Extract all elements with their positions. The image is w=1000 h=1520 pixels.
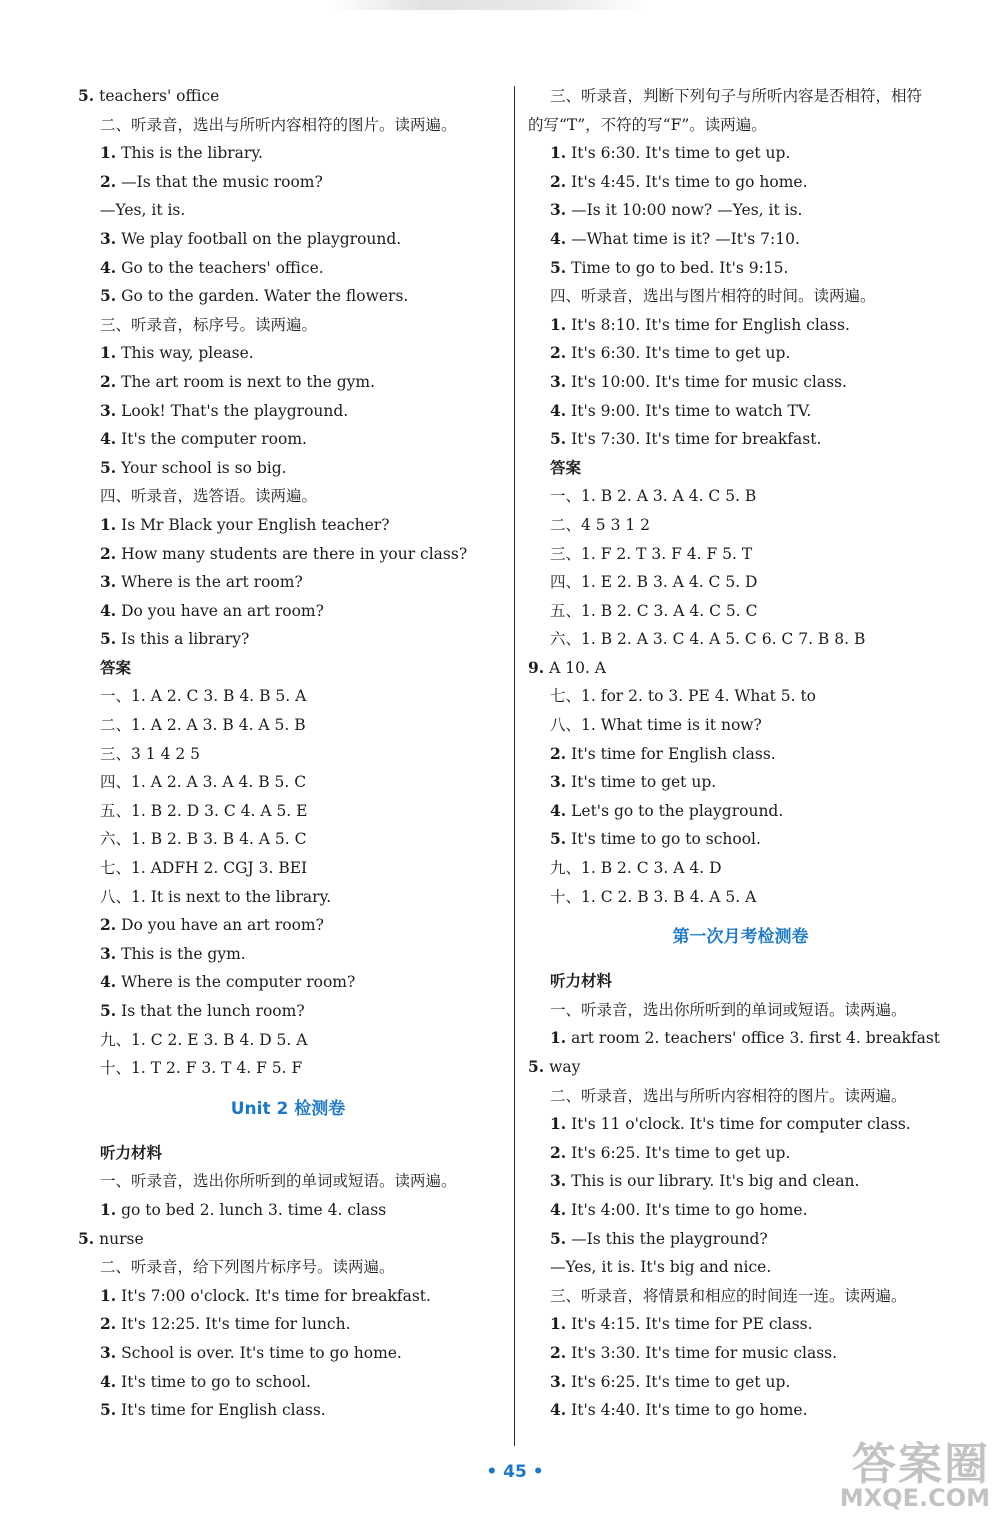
line-text: Go to the teachers' office. bbox=[116, 258, 324, 277]
item-number: 5. bbox=[100, 1001, 117, 1020]
text-line bbox=[528, 597, 953, 626]
item-number: 4. bbox=[100, 257, 117, 277]
line-text: Time to go to bed. It's 9:15. bbox=[566, 258, 789, 277]
item-number: 5. bbox=[550, 257, 567, 277]
item-number: 4. bbox=[100, 429, 117, 449]
text-line bbox=[78, 282, 498, 311]
line-text: Where is the computer room? bbox=[116, 973, 356, 992]
line-text: 七、1. ADFH 2. CGJ 3. BEI bbox=[100, 859, 308, 878]
item-number: 3. bbox=[550, 371, 567, 391]
left-column bbox=[78, 82, 498, 1425]
text-line bbox=[528, 625, 953, 654]
line-text: It's time to go to school. bbox=[116, 1372, 311, 1391]
text-line bbox=[78, 711, 498, 740]
text-line bbox=[528, 254, 953, 283]
item-number: 3. bbox=[550, 1171, 567, 1191]
line-text: 八、1. What time is it now? bbox=[550, 716, 762, 735]
text-line bbox=[528, 883, 953, 912]
line-text: It's 7:00 o'clock. It's time for breakfast. bbox=[116, 1286, 431, 1305]
text-line bbox=[528, 1253, 953, 1282]
line-text: 二、听录音，选出与所听内容相符的图片。读两遍。 bbox=[550, 1086, 907, 1105]
line-text: Is that the lunch room? bbox=[116, 1002, 305, 1020]
line-text: A 10. A bbox=[544, 658, 607, 677]
line-text: 二、4 5 3 1 2 bbox=[550, 515, 651, 534]
line-text: It's 8:10. It's time for English class. bbox=[566, 315, 850, 334]
item-number: 1. bbox=[550, 1028, 567, 1048]
text-line bbox=[528, 111, 953, 140]
line-text: It's 4:15. It's time for PE class. bbox=[566, 1315, 813, 1334]
line-text: 五、1. B 2. C 3. A 4. C 5. C bbox=[550, 601, 758, 620]
line-text: Do you have an art room? bbox=[116, 916, 324, 935]
line-text: nurse bbox=[94, 1229, 144, 1248]
item-number: 2. bbox=[100, 915, 117, 935]
item-number: 1. bbox=[550, 1314, 567, 1334]
line-text: 四、1. E 2. B 3. A 4. C 5. D bbox=[550, 573, 758, 592]
right-text-block bbox=[528, 82, 953, 911]
item-number: 4. bbox=[550, 400, 567, 420]
text-line bbox=[78, 740, 498, 769]
item-number: 2. bbox=[100, 171, 117, 191]
line-text: It's 3:30. It's time for music class. bbox=[566, 1343, 838, 1362]
text-line bbox=[78, 883, 498, 912]
item-number: 4. bbox=[100, 600, 117, 620]
item-number: 2. bbox=[550, 1142, 567, 1162]
text-line bbox=[78, 625, 498, 654]
line-text: —Yes, it is. bbox=[100, 201, 186, 220]
text-line bbox=[528, 682, 953, 711]
line-text: way bbox=[544, 1058, 581, 1076]
text-line bbox=[528, 339, 953, 368]
text-line bbox=[528, 425, 953, 454]
item-number: 4. bbox=[550, 1199, 567, 1219]
text-line bbox=[528, 168, 953, 197]
item-number: 3. bbox=[100, 943, 117, 963]
text-line bbox=[528, 1225, 953, 1254]
line-text: 三、听录音，将情景和相应的时间连一连。读两遍。 bbox=[550, 1286, 907, 1305]
line-text: —Yes, it is. It's big and nice. bbox=[550, 1258, 772, 1277]
text-line bbox=[528, 511, 953, 540]
text-line bbox=[528, 482, 953, 511]
item-number: 2. bbox=[100, 1314, 117, 1334]
left-text-block bbox=[78, 82, 498, 1083]
text-line bbox=[78, 997, 498, 1026]
line-text: teachers' office bbox=[94, 87, 220, 105]
line-text: 五、1. B 2. D 3. C 4. A 5. E bbox=[100, 801, 308, 820]
item-number: 5. bbox=[550, 429, 567, 449]
item-number: 5. bbox=[78, 1228, 95, 1248]
line-text: 十、1. C 2. B 3. B 4. A 5. A bbox=[550, 887, 757, 906]
text-line bbox=[528, 454, 953, 483]
right-text-block-2 bbox=[528, 967, 953, 1425]
item-number: 1. bbox=[100, 343, 117, 363]
item-number: 4. bbox=[550, 800, 567, 820]
line-text: Your school is so big. bbox=[116, 458, 287, 477]
item-number: 2. bbox=[100, 371, 117, 391]
line-text: 听力材料 bbox=[550, 971, 613, 991]
line-text: It's 11 o'clock. It's time for computer class. bbox=[566, 1115, 911, 1134]
line-text: 九、1. C 2. E 3. B 4. D 5. A bbox=[100, 1030, 308, 1049]
text-line bbox=[78, 1310, 498, 1339]
line-text: It's 4:45. It's time to go home. bbox=[566, 172, 808, 191]
text-line bbox=[528, 797, 953, 826]
line-text: The art room is next to the gym. bbox=[116, 372, 376, 391]
text-line bbox=[78, 1368, 498, 1397]
column-divider bbox=[514, 86, 515, 1446]
text-line bbox=[78, 139, 498, 168]
line-text: 七、1. for 2. to 3. PE 4. What 5. to bbox=[550, 687, 817, 706]
line-text: We play football on the playground. bbox=[116, 229, 402, 248]
page-top-smudge bbox=[330, 0, 650, 10]
line-text: 三、3 1 4 2 5 bbox=[100, 744, 201, 763]
text-line bbox=[78, 540, 498, 569]
section-title-unit2: Unit 2 检测卷 bbox=[230, 1098, 346, 1119]
line-text: 三、1. F 2. T 3. F 4. F 5. T bbox=[550, 544, 753, 563]
text-line bbox=[528, 1339, 953, 1368]
line-text: It's 4:40. It's time to go home. bbox=[566, 1401, 808, 1420]
text-line bbox=[528, 1139, 953, 1168]
text-line bbox=[528, 1024, 953, 1053]
line-text: It's time to get up. bbox=[566, 773, 717, 792]
text-line bbox=[528, 740, 953, 769]
line-text: It's time to go to school. bbox=[566, 830, 761, 849]
line-text: 十、1. T 2. F 3. T 4. F 5. F bbox=[100, 1059, 303, 1078]
line-text: 三、听录音，判断下列句子与所听内容是否相符，相符 bbox=[550, 87, 923, 105]
text-line bbox=[78, 654, 498, 683]
item-number: 5. bbox=[100, 1400, 117, 1420]
watermark-main-text: 答案圈 bbox=[852, 1439, 990, 1490]
line-text: 四、1. A 2. A 3. A 4. B 5. C bbox=[100, 773, 307, 792]
line-text: It's time for English class. bbox=[116, 1401, 326, 1420]
text-line bbox=[78, 1139, 498, 1168]
line-text: 一、1. B 2. A 3. A 4. C 5. B bbox=[550, 487, 757, 506]
text-line bbox=[528, 768, 953, 797]
text-line bbox=[78, 768, 498, 797]
text-line bbox=[78, 940, 498, 969]
text-line bbox=[528, 825, 953, 854]
line-text: 一、听录音，选出你所听到的单词或短语。读两遍。 bbox=[550, 1000, 907, 1019]
item-number: 1. bbox=[550, 314, 567, 334]
left-text-block-2 bbox=[78, 1139, 498, 1425]
line-text: 答案 bbox=[100, 657, 132, 677]
line-text: This way, please. bbox=[116, 344, 254, 363]
section-title-first-monthly-exam: 第一次月考检测卷 bbox=[672, 927, 809, 948]
item-number: 3. bbox=[100, 1342, 117, 1362]
text-line bbox=[528, 1110, 953, 1139]
text-line bbox=[528, 540, 953, 569]
line-text: It's time for English class. bbox=[566, 744, 776, 763]
text-line bbox=[78, 1339, 498, 1368]
text-line bbox=[78, 1282, 498, 1311]
line-text: Do you have an art room? bbox=[116, 601, 324, 620]
line-text: It's 6:30. It's time to get up. bbox=[566, 144, 791, 163]
line-text: 九、1. B 2. C 3. A 4. D bbox=[550, 859, 722, 878]
item-number: 2. bbox=[550, 1342, 567, 1362]
text-line bbox=[78, 254, 498, 283]
item-number: 1. bbox=[100, 143, 117, 163]
item-number: 1. bbox=[100, 1285, 117, 1305]
text-line bbox=[78, 511, 498, 540]
line-text: 的写“T”，不符的写“F”。读两遍。 bbox=[528, 115, 767, 134]
line-text: —What time is it? —It's 7:10. bbox=[566, 229, 800, 248]
line-text: 六、1. B 2. B 3. B 4. A 5. C bbox=[100, 830, 307, 849]
text-line bbox=[528, 1310, 953, 1339]
text-line bbox=[78, 168, 498, 197]
item-number: 5. bbox=[528, 1057, 545, 1076]
text-line bbox=[528, 568, 953, 597]
item-number: 2. bbox=[550, 171, 567, 191]
text-line bbox=[528, 225, 953, 254]
line-text: 二、听录音，选出与所听内容相符的图片。读两遍。 bbox=[100, 115, 457, 134]
line-text: Is Mr Black your English teacher? bbox=[116, 515, 390, 534]
text-line bbox=[78, 597, 498, 626]
line-text: 一、听录音，选出你所听到的单词或短语。读两遍。 bbox=[100, 1172, 457, 1191]
item-number: 2. bbox=[550, 743, 567, 763]
text-line bbox=[78, 854, 498, 883]
item-number: 1. bbox=[550, 143, 567, 163]
text-line bbox=[78, 568, 498, 597]
line-text: 三、听录音，标序号。读两遍。 bbox=[100, 315, 318, 334]
text-line bbox=[78, 454, 498, 483]
item-number: 5. bbox=[100, 629, 117, 649]
item-number: 5. bbox=[100, 286, 117, 306]
text-line bbox=[528, 82, 953, 111]
line-text: go to bed 2. lunch 3. time 4. class bbox=[116, 1200, 387, 1219]
text-line bbox=[78, 368, 498, 397]
text-line bbox=[528, 196, 953, 225]
text-line bbox=[528, 1196, 953, 1225]
text-line bbox=[78, 1225, 498, 1254]
text-line bbox=[78, 82, 498, 111]
text-line bbox=[78, 339, 498, 368]
text-line bbox=[78, 968, 498, 997]
text-line bbox=[528, 397, 953, 426]
text-line bbox=[528, 1167, 953, 1196]
line-text: 六、1. B 2. A 3. C 4. A 5. C 6. C 7. B 8. B bbox=[550, 630, 866, 649]
watermark-sub-text: MXQE.COM bbox=[839, 1484, 990, 1512]
line-text: 一、1. A 2. C 3. B 4. B 5. A bbox=[100, 687, 307, 706]
text-line bbox=[528, 311, 953, 340]
item-number: 5. bbox=[550, 1228, 567, 1248]
item-number: 5. bbox=[100, 457, 117, 477]
line-text: 二、听录音，给下列图片标序号。读两遍。 bbox=[100, 1258, 395, 1277]
line-text: 四、听录音，选答语。读两遍。 bbox=[100, 487, 318, 506]
page-number: • 45 • bbox=[486, 1462, 544, 1482]
line-text: It's 6:25. It's time to get up. bbox=[566, 1143, 791, 1162]
item-number: 3. bbox=[100, 400, 117, 420]
text-line bbox=[78, 425, 498, 454]
text-line bbox=[78, 482, 498, 511]
item-number: 2. bbox=[550, 343, 567, 363]
line-text: 听力材料 bbox=[100, 1142, 163, 1162]
line-text: Look! That's the playground. bbox=[116, 401, 349, 420]
text-line bbox=[528, 1053, 953, 1082]
text-line bbox=[528, 996, 953, 1025]
text-line bbox=[528, 139, 953, 168]
text-line bbox=[78, 311, 498, 340]
item-number: 3. bbox=[100, 572, 117, 592]
item-number: 3. bbox=[550, 772, 567, 792]
line-text: It's the computer room. bbox=[116, 430, 307, 449]
text-line bbox=[78, 682, 498, 711]
item-number: 3. bbox=[550, 1371, 567, 1391]
text-line bbox=[528, 1368, 953, 1397]
line-text: Go to the garden. Water the flowers. bbox=[116, 287, 409, 306]
item-number: 4. bbox=[100, 972, 117, 992]
text-line bbox=[78, 825, 498, 854]
text-line bbox=[528, 854, 953, 883]
item-number: 1. bbox=[100, 1199, 117, 1219]
line-text: School is over. It's time to go home. bbox=[116, 1343, 402, 1362]
line-text: This is the gym. bbox=[116, 944, 246, 963]
text-line bbox=[78, 797, 498, 826]
text-line bbox=[78, 1167, 498, 1196]
text-line bbox=[528, 1082, 953, 1111]
text-line bbox=[78, 397, 498, 426]
line-text: It's 9:00. It's time to watch TV. bbox=[566, 401, 812, 420]
line-text: This is our library. It's big and clean. bbox=[566, 1172, 860, 1191]
text-line bbox=[78, 1054, 498, 1083]
text-line bbox=[528, 654, 953, 683]
text-line bbox=[78, 196, 498, 225]
item-number: 2. bbox=[100, 543, 117, 563]
text-line bbox=[78, 1253, 498, 1282]
text-line bbox=[78, 225, 498, 254]
text-line bbox=[528, 967, 953, 996]
text-line bbox=[78, 911, 498, 940]
item-number: 5. bbox=[550, 829, 567, 849]
item-number: 9. bbox=[528, 657, 545, 677]
text-line bbox=[528, 1282, 953, 1311]
item-number: 1. bbox=[550, 1114, 567, 1134]
line-text: It's 7:30. It's time for breakfast. bbox=[566, 430, 822, 449]
text-line bbox=[78, 1026, 498, 1055]
line-text: —Is it 10:00 now? —Yes, it is. bbox=[566, 201, 803, 220]
line-text: It's 6:30. It's time to get up. bbox=[566, 344, 791, 363]
line-text: 四、听录音，选出与图片相符的时间。读两遍。 bbox=[550, 287, 876, 306]
line-text: Let's go to the playground. bbox=[566, 801, 784, 820]
item-number: 3. bbox=[100, 228, 117, 248]
line-text: Is this a library? bbox=[116, 630, 250, 649]
line-text: This is the library. bbox=[116, 144, 263, 163]
item-number: 4. bbox=[550, 1400, 567, 1420]
item-number: 4. bbox=[100, 1371, 117, 1391]
text-line bbox=[528, 282, 953, 311]
text-line bbox=[78, 1196, 498, 1225]
line-text: How many students are there in your class? bbox=[116, 544, 468, 563]
text-line bbox=[528, 368, 953, 397]
line-text: It's 6:25. It's time to get up. bbox=[566, 1372, 791, 1391]
text-line bbox=[78, 111, 498, 140]
line-text: 二、1. A 2. A 3. B 4. A 5. B bbox=[100, 716, 306, 735]
line-text: art room 2. teachers' office 3. first 4. breakfast bbox=[566, 1029, 941, 1048]
item-number: 4. bbox=[550, 228, 567, 248]
line-text: Where is the art room? bbox=[116, 573, 303, 592]
item-number: 1. bbox=[100, 514, 117, 534]
text-line bbox=[78, 1396, 498, 1425]
text-line bbox=[528, 1396, 953, 1425]
line-text: It's 12:25. It's time for lunch. bbox=[116, 1315, 351, 1334]
line-text: It's 10:00. It's time for music class. bbox=[566, 372, 847, 391]
text-line bbox=[528, 711, 953, 740]
item-number: 3. bbox=[550, 200, 567, 220]
line-text: It's 4:00. It's time to go home. bbox=[566, 1200, 808, 1219]
line-text: —Is this the playground? bbox=[566, 1229, 768, 1248]
right-column bbox=[528, 82, 953, 1425]
item-number: 5. bbox=[78, 86, 95, 105]
line-text: 答案 bbox=[550, 457, 582, 477]
line-text: 八、1. It is next to the library. bbox=[100, 887, 332, 906]
watermark-logo bbox=[800, 1428, 990, 1514]
line-text: —Is that the music room? bbox=[116, 172, 323, 191]
